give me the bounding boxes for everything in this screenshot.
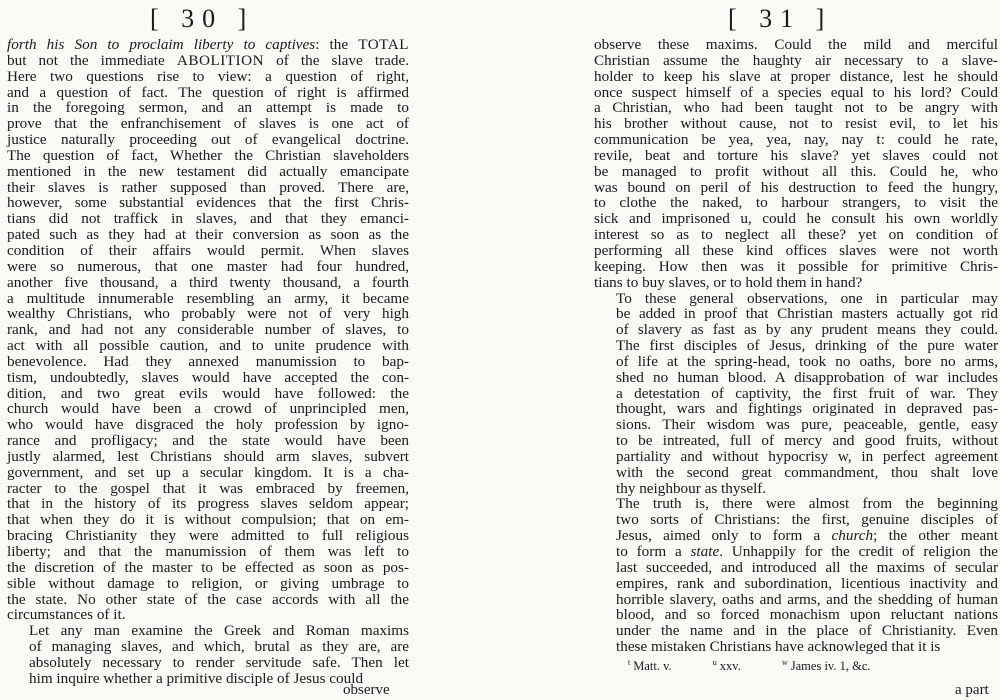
- catchword-right: a part: [955, 682, 989, 698]
- text-line: of slavery as fast as by any prudent means they could.: [616, 321, 998, 339]
- text-line: thought, wars and fightings originated in depraved pas-: [616, 400, 998, 418]
- catchword-left: observe: [343, 682, 390, 698]
- footnotes: [628, 658, 909, 674]
- footnote: $^t$ Matt. v.: [628, 658, 672, 674]
- text-line: Christian assume the haughty air necessary to a slave-: [594, 51, 998, 69]
- text-line: but not the immediate ABOLITION of the slave trade.: [7, 51, 409, 69]
- text-line: To these general observations, one in particular may: [616, 289, 998, 307]
- text-line: a Christian, who had been taught not to be angry with: [594, 99, 998, 117]
- text-line: be added in proof that Christian masters actually got rid: [616, 305, 998, 323]
- text-line: horrible slavery, oaths and arms, and the shedding of human: [616, 590, 998, 608]
- text-line: were so numerous, that one master had four hundred,: [7, 257, 409, 275]
- text-line: to be intreated, full of mercy and good fruits, without: [616, 432, 998, 450]
- text-line: a detestation of captivity, the first fruit of war. They: [616, 384, 998, 402]
- text-line: these mistaken Christians have acknowleged that it is: [616, 638, 941, 656]
- text-line: interest so as to neglect all these? yet on condition of: [594, 226, 998, 244]
- text-line: with the second great commandment, thou shalt love: [616, 463, 998, 481]
- paragraph: [594, 496, 998, 654]
- text-line: his brother without cause, not to resist evil, to let his: [594, 115, 998, 133]
- text-line: tians to buy slaves, or to hold them in hand?: [594, 273, 863, 291]
- text-line: shed no human blood. A disapprobation of war includes: [616, 368, 998, 386]
- text-line: holder to keep his slave at proper distance, lest he should: [594, 67, 998, 85]
- text-line: under the name and in the place of Christianity. Even: [616, 622, 998, 640]
- text-line: absolutely necessary to render servitude safe. Then let: [29, 653, 409, 671]
- text-line: pated such as they had at their conversion as soon as the: [7, 226, 409, 244]
- text-line: once suspect himself of a species equal to his lord? Could: [594, 83, 998, 101]
- text-line: to form a state. Unhappily for the credit of religion the: [616, 543, 999, 560]
- text-line: church would have been a crowd of unprincipled men,: [7, 400, 409, 418]
- paragraph: [594, 37, 998, 291]
- text-line: rank, and had not any considerable number of slaves, to: [7, 321, 409, 339]
- text-line: government, and set up a secular kingdom. It is a cha-: [7, 463, 409, 481]
- text-line: justice naturally proceeding out of evangelical doctrine.: [7, 131, 409, 149]
- text-line: act with all possible caution, and to unite prudence with: [7, 337, 409, 355]
- text-line: rance and profligacy; and the state would have been: [7, 432, 409, 450]
- text-line: justly alarmed, lest Christians should arm slaves, subvert: [7, 447, 409, 465]
- text-line: be managed to profit without all this. Could he, who: [594, 162, 998, 180]
- text-line: mentioned in the new testament did actually emancipate: [7, 162, 409, 180]
- text-line: condition of their affairs would permit. When slaves: [7, 241, 409, 259]
- footnote: $^u$ xxv.: [712, 658, 741, 674]
- right-page-body: [594, 37, 998, 655]
- text-line: the state. No other state of the case accords with all the: [7, 590, 409, 608]
- text-line: communication be yea, yea, nay, nay t: could he rate,: [594, 131, 998, 149]
- text-line: racter to the gospel that it was embraced by freemen,: [7, 479, 409, 497]
- text-line: that in the history of its progress slaves seldom appear;: [7, 495, 409, 513]
- text-line: two sorts of Christians: the first, genuine disciples of: [616, 511, 998, 529]
- text-line: sible without damage to religion, or giving umbrage to: [7, 574, 409, 592]
- text-line: The question of fact, Whether the Christian slaveholders: [7, 146, 409, 164]
- paragraph: [7, 37, 409, 623]
- text-line: in the foregoing sermon, and an attempt is made to: [7, 99, 409, 117]
- text-line: that when they do it is without compulsion; that on em-: [7, 511, 409, 529]
- text-line: observe these maxims. Could the mild and merciful: [594, 36, 998, 53]
- text-line: Let any man examine the Greek and Roman maxims: [29, 622, 409, 640]
- text-line: to clothe the naked, to harbour strangers, to visit the: [594, 194, 998, 212]
- text-line: thy neighbour as thyself.: [616, 479, 767, 497]
- text-line: empires, rank and subordination, licentious inactivity and: [616, 574, 998, 592]
- text-line: revile, beat and torture his slave? yet slaves could not: [594, 146, 998, 164]
- text-line: forth his Son to proclaim liberty to captives: the TOTAL: [7, 36, 409, 53]
- text-line: keeping. How then was it possible for primitive Chris-: [594, 257, 998, 275]
- text-line: sions. Their wisdom was pure, peaceable, gentle, easy: [616, 416, 998, 434]
- text-line: The first disciples of Jesus, drinking of the pure water: [616, 337, 998, 355]
- page-number-right: [ 31 ]: [728, 4, 833, 33]
- text-line: of life at the spring-head, took no oaths, bore no arms,: [616, 352, 998, 370]
- text-line: of managing slaves, and which, brutal as they are, are: [29, 638, 409, 656]
- text-line: last succeeded, and introduced all the maxims of secular: [616, 558, 998, 576]
- text-line: tians did not traffick in slaves, and that they emanci-: [7, 210, 409, 228]
- text-line: was bound on peril of his destruction to feed the hungry,: [594, 178, 998, 196]
- text-line: wealthy Christians, who probably were not of very high: [7, 305, 409, 323]
- right-page: [500, 0, 1000, 700]
- text-line: partiality and without hypocrisy w, in perfect agreement: [616, 447, 998, 465]
- text-line: their slaves is rather supposed than proved. There are,: [7, 178, 409, 196]
- text-line: Jesus, aimed only to form a church; the other meant: [616, 527, 998, 545]
- paragraph: [594, 291, 998, 497]
- left-page-body: [7, 37, 409, 687]
- text-line: tism, undoubtedly, slaves would have accepted the con-: [7, 368, 409, 386]
- text-line: Here two questions rise to view: a question of right,: [7, 67, 409, 85]
- text-line: prove that the enfranchisement of slaves is one act of: [7, 115, 409, 133]
- text-line: blood, and so forced monachism upon reluctant nations: [616, 606, 998, 624]
- text-line: another five thousand, a third twenty thousand, a fourth: [7, 273, 409, 291]
- text-line: liberty; and that the manumission of them was left to: [7, 543, 409, 560]
- page-number-left: [ 30 ]: [150, 4, 255, 33]
- text-line: however, some substantial evidences that the first Chris-: [7, 194, 409, 212]
- text-line: him inquire whether a primitive disciple of Jesus could: [29, 669, 364, 687]
- text-line: performing all these kind offices slaves were not worth: [594, 241, 998, 259]
- text-line: and a question of fact. The question of right is affirmed: [7, 83, 409, 101]
- text-line: who would have disgraced the holy profession by igno-: [7, 416, 409, 434]
- text-line: benevolence. Had they annexed manumission to bap-: [7, 352, 409, 370]
- text-line: a multitude innumerable resembling an army, it became: [7, 289, 409, 307]
- text-line: circumstances of it.: [7, 606, 126, 624]
- text-line: The truth is, there were almost from the beginning: [616, 495, 998, 513]
- paragraph: [7, 623, 409, 686]
- text-line: dition, and two great evils would have followed: the: [7, 384, 409, 402]
- text-line: sick and imprisoned u, could he consult his own worldly: [594, 210, 998, 228]
- text-line: bracing Christianity they were admitted to full religious: [7, 527, 409, 545]
- text-line: the discretion of the master to be effected as soon as pos-: [7, 558, 409, 576]
- footnote: $^w$ James iv. 1, &c.: [781, 658, 871, 674]
